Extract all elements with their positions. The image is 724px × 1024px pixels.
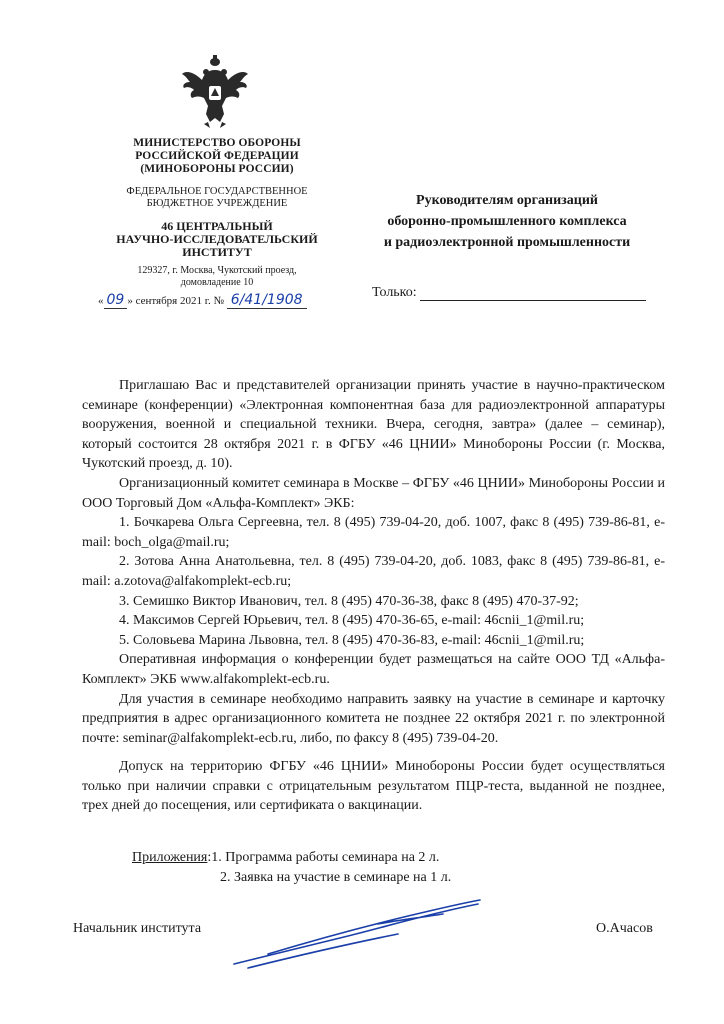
- double-headed-eagle-emblem-icon: [180, 52, 250, 132]
- ministry-line: (МИНОБОРОНЫ РОССИИ): [140, 163, 294, 175]
- contact-item: 3. Семишко Виктор Иванович, тел. 8 (495) 470-36-38, факс 8 (495) 470-37-92;: [119, 593, 579, 609]
- address-line: домовладение 10: [180, 277, 254, 288]
- contact-item: 1. Бочкарева Ольга Сергеевна, тел. 8 (495) 739-04-20, доб. 1007, факс 8 (495) 739-86-81, e-mail: boch_olga@mail.ru;: [82, 515, 665, 550]
- date-suffix: » сентября 2021 г. №: [127, 295, 225, 307]
- paragraph-access: Допуск на территорию ФГБУ «46 ЦНИИ» Минобороны России будет осуществляться только при наличии справки с отрицательным результатом ПЦР-теста, выданной не позднее, трех дней до посещения, или сертификата о вакцинации.: [82, 759, 665, 814]
- ministry-name: [92, 137, 342, 176]
- institute-name: [92, 220, 342, 259]
- ministry-line: РОССИЙСКОЙ ФЕДЕРАЦИИ: [135, 150, 299, 162]
- sender-address: [92, 265, 342, 289]
- addressee-line: и радиоэлектронной промышленности: [383, 235, 631, 250]
- signer-position: Начальник института: [73, 921, 202, 936]
- attachment-item: 2. Заявка на участие в семинаре на 1 л.: [220, 869, 452, 885]
- document-number-handwritten: 6/41/1908: [227, 292, 307, 309]
- letter-body: [82, 376, 665, 816]
- paragraph-application: Для участия в семинаре необходимо направить заявку на участие в семинаре и карточку предприятия в адрес организационного комитета не позднее 22 октября 2021 г. по электронной почте: seminar@alfakomplekt-ecb.ru, либо, по факсу 8 (495) 739-04-20.: [82, 691, 665, 746]
- signer-name: О.Ачасов: [596, 921, 653, 936]
- attachments: [132, 848, 451, 887]
- institute-name-line: ИНСТИТУТ: [182, 245, 252, 259]
- only-fill-line: [420, 300, 646, 301]
- institution-type: [92, 186, 342, 210]
- institution-type-line: БЮДЖЕТНОЕ УЧРЕЖДЕНИЕ: [146, 198, 288, 209]
- only-label: Только:: [372, 285, 417, 300]
- attachment-item: 1. Программа работы семинара на 2 л.: [211, 850, 440, 865]
- ministry-line: МИНИСТЕРСТВО ОБОРОНЫ: [133, 137, 301, 149]
- attachments-colon: :: [207, 850, 212, 865]
- date-day-handwritten: 09: [104, 292, 128, 309]
- institute-name-line: НАУЧНО-ИССЛЕДОВАТЕЛЬСКИЙ: [116, 232, 318, 246]
- institute-name-line: 46 ЦЕНТРАЛЬНЫЙ: [161, 219, 273, 233]
- addressee-block: [352, 190, 662, 253]
- attachments-label: Приложения: [132, 850, 208, 865]
- address-line: 129327, г. Москва, Чукотский проезд,: [137, 265, 297, 276]
- contact-item: 4. Максимов Сергей Юрьевич, тел. 8 (495) 470-36-65, e-mail: 46cnii_1@mil.ru;: [119, 613, 585, 629]
- date-prefix: «: [98, 295, 104, 307]
- sender-header: [92, 137, 342, 289]
- handwritten-signature: [228, 884, 488, 974]
- addressee-line: Руководителям организаций: [416, 193, 598, 208]
- contact-item: 2. Зотова Анна Анатольевна, тел. 8 (495) 739-04-20, доб. 1083, факс 8 (495) 739-86-81, e-mail: a.zotova@alfakomplekt-ecb.ru;: [82, 554, 665, 589]
- addressee-line: оборонно-промышленного комплекса: [387, 214, 627, 229]
- contact-item: 5. Соловьева Марина Львовна, тел. 8 (495) 470-36-83, e-mail: 46cnii_1@mil.ru;: [119, 632, 585, 648]
- institution-type-line: ФЕДЕРАЛЬНОЕ ГОСУДАРСТВЕННОЕ: [126, 186, 308, 197]
- date-and-number: [98, 292, 358, 309]
- paragraph-invitation: Приглашаю Вас и представителей организации принять участие в научно-практическом семинаре (конференции) «Электронная компонентная база для радиоэлектронной аппаратуры вооружения, военной и специальной техники. Вчера, сегодня, завтра» (далее – семинар), который состоится 28 октября 2021 г. в ФГБУ «46 ЦНИИ» Минобороны России (г. Москва, Чукотский проезд, д. 10).: [82, 378, 665, 472]
- paragraph-website: Оперативная информация о конференции будет размещаться на сайте ООО ТД «Альфа-Комплект» ЭКБ www.alfakomplekt-ecb.ru.: [82, 652, 665, 687]
- paragraph-committee: Организационный комитет семинара в Москве – ФГБУ «46 ЦНИИ» Минобороны России и ООО Торговый Дом «Альфа-Комплект» ЭКБ:: [82, 475, 665, 511]
